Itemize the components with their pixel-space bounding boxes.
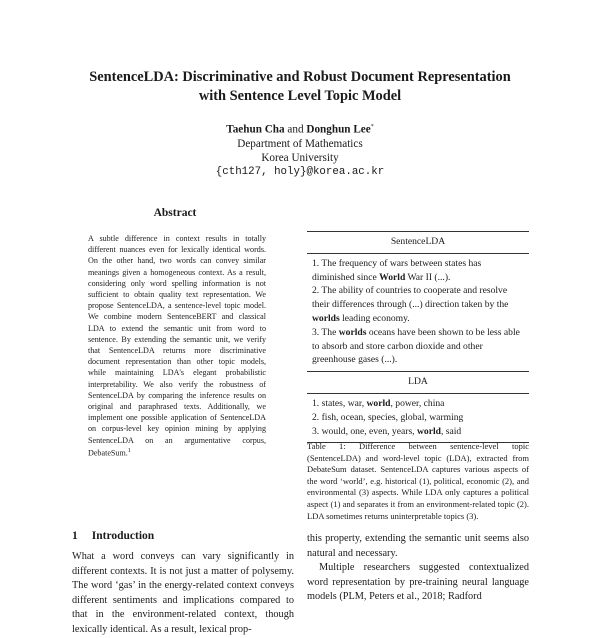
sentencelda-item-2: 2. The ability of countries to cooperate and resolve their differences through (...) direction taken by the worlds leading economy. [312, 285, 509, 324]
table-caption: Table 1: Difference between sentence-level topic (SentenceLDA) and word-level topic (LDA), extracted from DebateSum dataset. SentenceLDA captures various aspects of the word ‘world’, e.g. historical (1), political, economic (2), and environmental (3) aspects. While LDA only captures a political aspect (1) and separates it from an environment-related topic (2). LDA sometimes returns uninterpretable topics (3). [307, 441, 529, 521]
title-line-2: with Sentence Level Topic Model [198, 88, 402, 104]
author-block [40, 120, 560, 179]
department: Department of Mathematics [237, 137, 363, 150]
lda-item-1: 1. states, war, world, power, china [312, 397, 445, 409]
author-2-mark: * [370, 124, 374, 130]
abstract-heading: Abstract [153, 207, 197, 219]
author-names [40, 120, 560, 137]
author-and: and [287, 123, 304, 136]
right-column-text [307, 532, 529, 605]
right-paragraph-2: Multiple researchers suggested contextualized word representation by pre-training neural language models (PLM, Peters et al., 2018; Radford [307, 562, 529, 603]
paper-title [40, 68, 560, 106]
lda-item-2: 2. fish, ocean, species, global, warming [312, 411, 464, 423]
comparison-table [307, 231, 529, 443]
section-number: 1 [72, 530, 78, 542]
university: Korea University [261, 151, 339, 164]
right-paragraph-1: this property, extending the semantic unit seems also natural and necessary. [307, 533, 529, 559]
abstract-text: A subtle difference in context results in totally different nuances even for lexically identical words. On the other hand, two words can convey similar meanings given a homogeneous context. As a result, considering only word spelling information is not sufficient to obtain quality text representation. We propose SentenceLDA, a sentence-level topic model. We combine modern SentenceBERT and classical LDA to extend the semantic unit from word to sentence. By extending the semantic unit, we verify that SentenceLDA returns more discriminative document representation than other topic models, while maintaining LDA's elegant probabilistic interpretability. We also verify the robustness of SentenceLDA by comparing the inference results on original and paraphrased texts. Additionally, we implement one possible application of SentenceLDA on corpus-level key opinion mining by applying SentenceLDA on an argumentative corpus, DebateSum. [88, 234, 266, 458]
author-2: Donghun Lee [306, 123, 371, 136]
author-email: {cth127, holy}@korea.ac.kr [215, 165, 385, 178]
title-line-1: SentenceLDA: Discriminative and Robust Document Representation [89, 69, 511, 85]
intro-paragraph: What a word conveys can vary significantly in different contexts. It is not just a matter of polysemy. The word ‘gas’ in the energy-related context conveys different sentiments and implications compared to that in the environment-related context, though lexically identical. As a result, lexical prop- [72, 551, 294, 635]
abstract-body [88, 233, 266, 459]
abstract-footnote-mark: 1 [127, 447, 131, 454]
sentencelda-cell [307, 253, 529, 371]
sentencelda-item-1: 1. The frequency of wars between states has diminished since World War II (...). [312, 257, 482, 283]
author-1: Taehun Cha [226, 123, 285, 136]
section-title: Introduction [91, 530, 155, 542]
lda-header: LDA [307, 372, 529, 394]
section-heading [72, 530, 154, 542]
lda-cell [307, 393, 529, 442]
sentencelda-item-3: 3. The worlds oceans have been shown to be less able to absorb and store carbon dioxide and other greenhouse gases (...). [312, 326, 520, 366]
sentencelda-header: SentenceLDA [307, 232, 529, 254]
lda-item-3: 3. would, one, even, years, world, said [312, 425, 462, 437]
